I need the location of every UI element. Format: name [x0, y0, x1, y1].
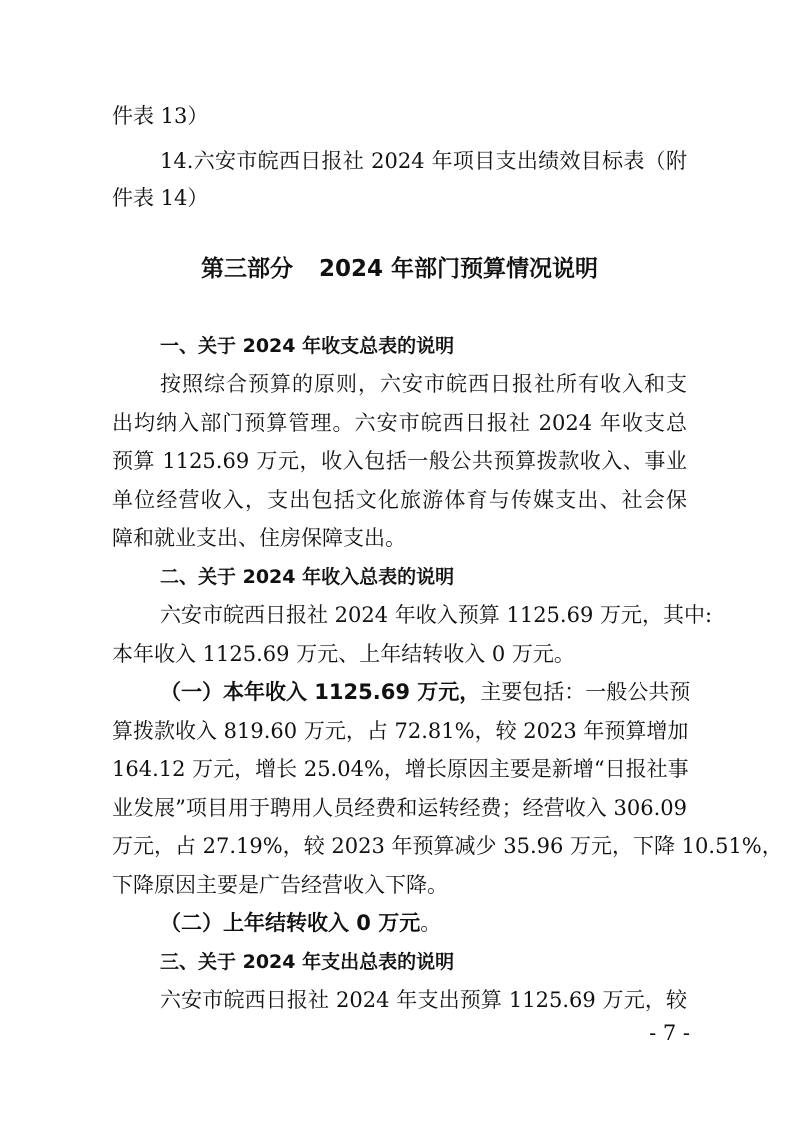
text-line: 14.六安市皖西日报社 2024 年项目支出绩效目标表（附 [160, 149, 687, 173]
text-line: 164.12 万元，增长 25.04%，增长原因主要是新增“日报社事 [112, 757, 689, 781]
text-span: 主要包括：一般公共预 [480, 680, 691, 704]
subsection-title: （二）上年结转收入 0 万元 [160, 911, 421, 935]
text-line: 算拨款收入 819.60 万元，占 72.81%，较 2023 年预算增加 [112, 719, 689, 743]
text-line: 万元，占 27.19%，较 2023 年预算减少 35.96 万元，下降 10.51%， [112, 834, 783, 858]
text-line: 六安市皖西日报社 2024 年收入预算 1125.69 万元，其中: [160, 603, 713, 627]
part-title: 2024 年部门预算情况说明 [318, 256, 599, 282]
text-line: 障和就业支出、住房保障支出。 [112, 526, 406, 550]
text-span: 。 [420, 911, 442, 935]
text-line: 下降原因主要是广告经营收入下降。 [112, 873, 448, 897]
part-heading [112, 248, 687, 290]
text-line: 出均纳入部门预算管理。六安市皖西日报社 2024 年收支总 [112, 411, 687, 435]
page-number: - 7 - [649, 1021, 690, 1045]
text-line: 件表 14） [112, 186, 209, 210]
text-line: 本年收入 1125.69 万元、上年结转收入 0 万元。 [112, 642, 575, 666]
part-label: 第三部分 [200, 256, 293, 282]
text-line [160, 671, 691, 713]
text-line: 单位经营收入，支出包括文化旅游体育与传媒支出、社会保 [112, 488, 687, 512]
subsection-title: （一）本年收入 1125.69 万元， [160, 680, 481, 704]
text-line: 六安市皖西日报社 2024 年支出预算 1125.69 万元，较 [160, 988, 687, 1012]
text-line: 按照综合预算的原则，六安市皖西日报社所有收入和支 [160, 372, 687, 396]
text-line: 件表 13） [112, 104, 209, 128]
text-line: 预算 1125.69 万元，收入包括一般公共预算拨款收入、事业 [112, 449, 687, 473]
section-title: 二、关于 2024 年收入总表的说明 [160, 566, 455, 588]
section-title: 三、关于 2024 年支出总表的说明 [160, 951, 455, 973]
text-line: 业发展”项目用于聘用人员经费和运转经费；经营收入 306.09 [112, 796, 687, 820]
text-line [160, 902, 687, 944]
section-title: 一、关于 2024 年收支总表的说明 [160, 335, 455, 357]
